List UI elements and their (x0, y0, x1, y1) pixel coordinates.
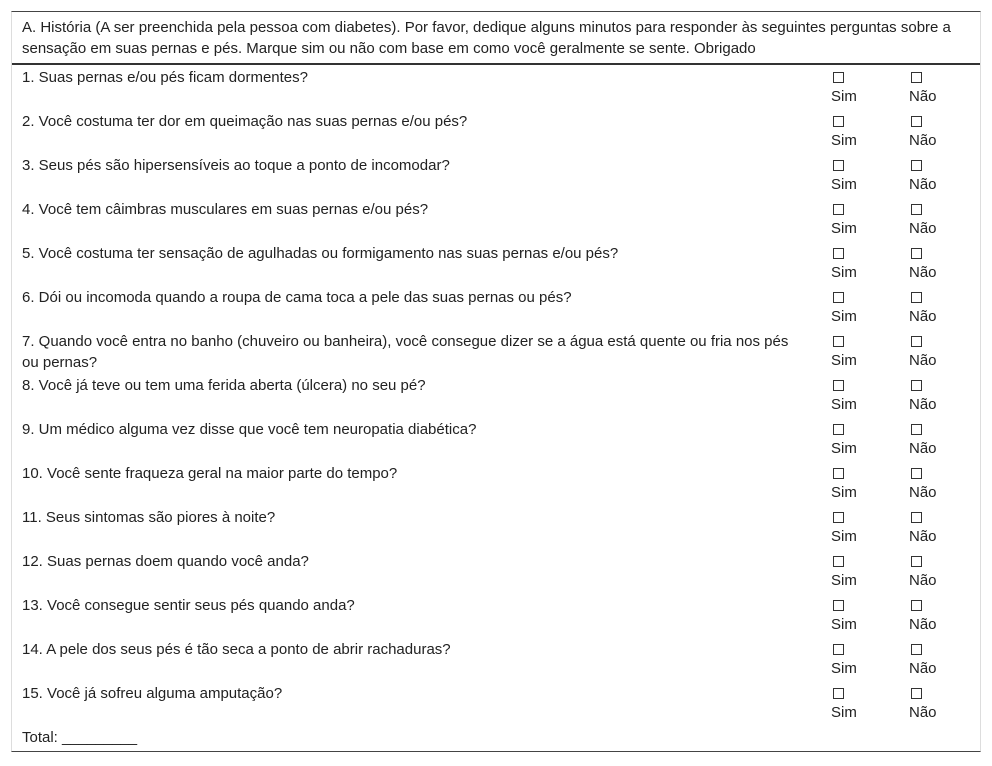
yes-label: Sim (831, 220, 857, 237)
yes-checkbox[interactable] (833, 248, 844, 259)
question-row (12, 549, 980, 593)
yes-option[interactable] (831, 596, 857, 635)
question-row (12, 373, 980, 417)
yes-label: Sim (831, 88, 857, 105)
question-text: 7. Quando você entra no banho (chuveiro ou banheira), você consegue dizer se a água está quente ou fria nos pés ou pernas? (22, 333, 789, 371)
no-label: Não (909, 396, 937, 413)
no-option[interactable] (909, 508, 937, 547)
no-checkbox[interactable] (911, 248, 922, 259)
yes-checkbox[interactable] (833, 512, 844, 523)
question-text: 6. Dói ou incomoda quando a roupa de cama toca a pele das suas pernas ou pés? (22, 289, 572, 306)
no-checkbox[interactable] (911, 644, 922, 655)
no-checkbox[interactable] (911, 292, 922, 303)
no-option[interactable] (909, 200, 937, 239)
yes-checkbox[interactable] (833, 292, 844, 303)
yes-label: Sim (831, 660, 857, 677)
yes-option[interactable] (831, 156, 857, 195)
no-checkbox[interactable] (911, 424, 922, 435)
yes-label: Sim (831, 264, 857, 281)
no-checkbox[interactable] (911, 600, 922, 611)
question-row (12, 197, 980, 241)
no-label: Não (909, 616, 937, 633)
question-text: 13. Você consegue sentir seus pés quando anda? (22, 597, 355, 614)
yes-option[interactable] (831, 508, 857, 547)
no-checkbox[interactable] (911, 512, 922, 523)
no-checkbox[interactable] (911, 116, 922, 127)
question-row (12, 285, 980, 329)
no-label: Não (909, 572, 937, 589)
total-field[interactable]: Total: _________ (22, 729, 138, 746)
question-text: 11. Seus sintomas são piores à noite? (22, 509, 276, 526)
no-option[interactable] (909, 640, 937, 679)
no-label: Não (909, 660, 937, 677)
yes-label: Sim (831, 440, 857, 457)
yes-checkbox[interactable] (833, 380, 844, 391)
yes-option[interactable] (831, 112, 857, 151)
no-label: Não (909, 220, 937, 237)
question-text: 10. Você sente fraqueza geral na maior parte do tempo? (22, 465, 398, 482)
yes-label: Sim (831, 616, 857, 633)
question-text: 14. A pele dos seus pés é tão seca a ponto de abrir rachaduras? (22, 641, 451, 658)
yes-label: Sim (831, 528, 857, 545)
question-row (12, 153, 980, 197)
yes-checkbox[interactable] (833, 424, 844, 435)
question-row (12, 505, 980, 549)
total-row (12, 725, 980, 751)
yes-checkbox[interactable] (833, 160, 844, 171)
no-label: Não (909, 704, 937, 721)
yes-label: Sim (831, 352, 857, 369)
yes-option[interactable] (831, 464, 857, 503)
no-checkbox[interactable] (911, 72, 922, 83)
yes-checkbox[interactable] (833, 468, 844, 479)
no-checkbox[interactable] (911, 556, 922, 567)
yes-checkbox[interactable] (833, 72, 844, 83)
no-option[interactable] (909, 332, 937, 371)
no-option[interactable] (909, 596, 937, 635)
question-text: 9. Um médico alguma vez disse que você tem neuropatia diabética? (22, 421, 477, 438)
no-option[interactable] (909, 288, 937, 327)
yes-option[interactable] (831, 68, 857, 107)
yes-option[interactable] (831, 640, 857, 679)
no-option[interactable] (909, 684, 937, 723)
no-checkbox[interactable] (911, 336, 922, 347)
yes-label: Sim (831, 572, 857, 589)
question-row (12, 329, 980, 373)
yes-option[interactable] (831, 332, 857, 371)
no-label: Não (909, 484, 937, 501)
yes-checkbox[interactable] (833, 600, 844, 611)
no-checkbox[interactable] (911, 380, 922, 391)
yes-option[interactable] (831, 200, 857, 239)
no-checkbox[interactable] (911, 468, 922, 479)
no-checkbox[interactable] (911, 204, 922, 215)
yes-checkbox[interactable] (833, 204, 844, 215)
no-label: Não (909, 308, 937, 325)
yes-label: Sim (831, 176, 857, 193)
yes-option[interactable] (831, 552, 857, 591)
no-checkbox[interactable] (911, 160, 922, 171)
no-option[interactable] (909, 112, 937, 151)
question-row (12, 593, 980, 637)
no-option[interactable] (909, 376, 937, 415)
question-text: 15. Você já sofreu alguma amputação? (22, 685, 283, 702)
no-checkbox[interactable] (911, 688, 922, 699)
question-text: 8. Você já teve ou tem uma ferida aberta (úlcera) no seu pé? (22, 377, 426, 394)
question-row (12, 65, 980, 109)
no-label: Não (909, 352, 937, 369)
neuropathy-questionnaire (11, 11, 981, 752)
no-option[interactable] (909, 156, 937, 195)
yes-checkbox[interactable] (833, 556, 844, 567)
no-label: Não (909, 528, 937, 545)
question-row (12, 417, 980, 461)
yes-checkbox[interactable] (833, 644, 844, 655)
question-row (12, 461, 980, 505)
no-option[interactable] (909, 552, 937, 591)
yes-checkbox[interactable] (833, 688, 844, 699)
question-text: 1. Suas pernas e/ou pés ficam dormentes? (22, 69, 308, 86)
question-text: 3. Seus pés são hipersensíveis ao toque a ponto de incomodar? (22, 157, 450, 174)
question-text: 2. Você costuma ter dor em queimação nas suas pernas e/ou pés? (22, 113, 468, 130)
no-label: Não (909, 176, 937, 193)
yes-label: Sim (831, 704, 857, 721)
yes-option[interactable] (831, 420, 857, 459)
no-option[interactable] (909, 464, 937, 503)
yes-checkbox[interactable] (833, 336, 844, 347)
questionnaire-header: A. História (A ser preenchida pela pessoa com diabetes). Por favor, dedique alguns minutos para responder às seguintes perguntas sobre a sensação em suas pernas e pés. Marque sim ou não com base em como você geralmente se sente. Obrigado (12, 12, 980, 65)
no-label: Não (909, 132, 937, 149)
question-text: 4. Você tem câimbras musculares em suas pernas e/ou pés? (22, 201, 429, 218)
question-text: 5. Você costuma ter sensação de agulhadas ou formigamento nas suas pernas e/ou pés? (22, 245, 619, 262)
yes-option[interactable] (831, 244, 857, 283)
question-text: 12. Suas pernas doem quando você anda? (22, 553, 309, 570)
yes-option[interactable] (831, 684, 857, 723)
yes-option[interactable] (831, 376, 857, 415)
yes-label: Sim (831, 132, 857, 149)
yes-option[interactable] (831, 288, 857, 327)
no-option[interactable] (909, 68, 937, 107)
no-label: Não (909, 264, 937, 281)
question-row (12, 109, 980, 153)
no-label: Não (909, 88, 937, 105)
question-row (12, 681, 980, 725)
yes-label: Sim (831, 308, 857, 325)
yes-label: Sim (831, 396, 857, 413)
yes-label: Sim (831, 484, 857, 501)
question-row (12, 637, 980, 681)
no-label: Não (909, 440, 937, 457)
question-row (12, 241, 980, 285)
no-option[interactable] (909, 244, 937, 283)
no-option[interactable] (909, 420, 937, 459)
yes-checkbox[interactable] (833, 116, 844, 127)
